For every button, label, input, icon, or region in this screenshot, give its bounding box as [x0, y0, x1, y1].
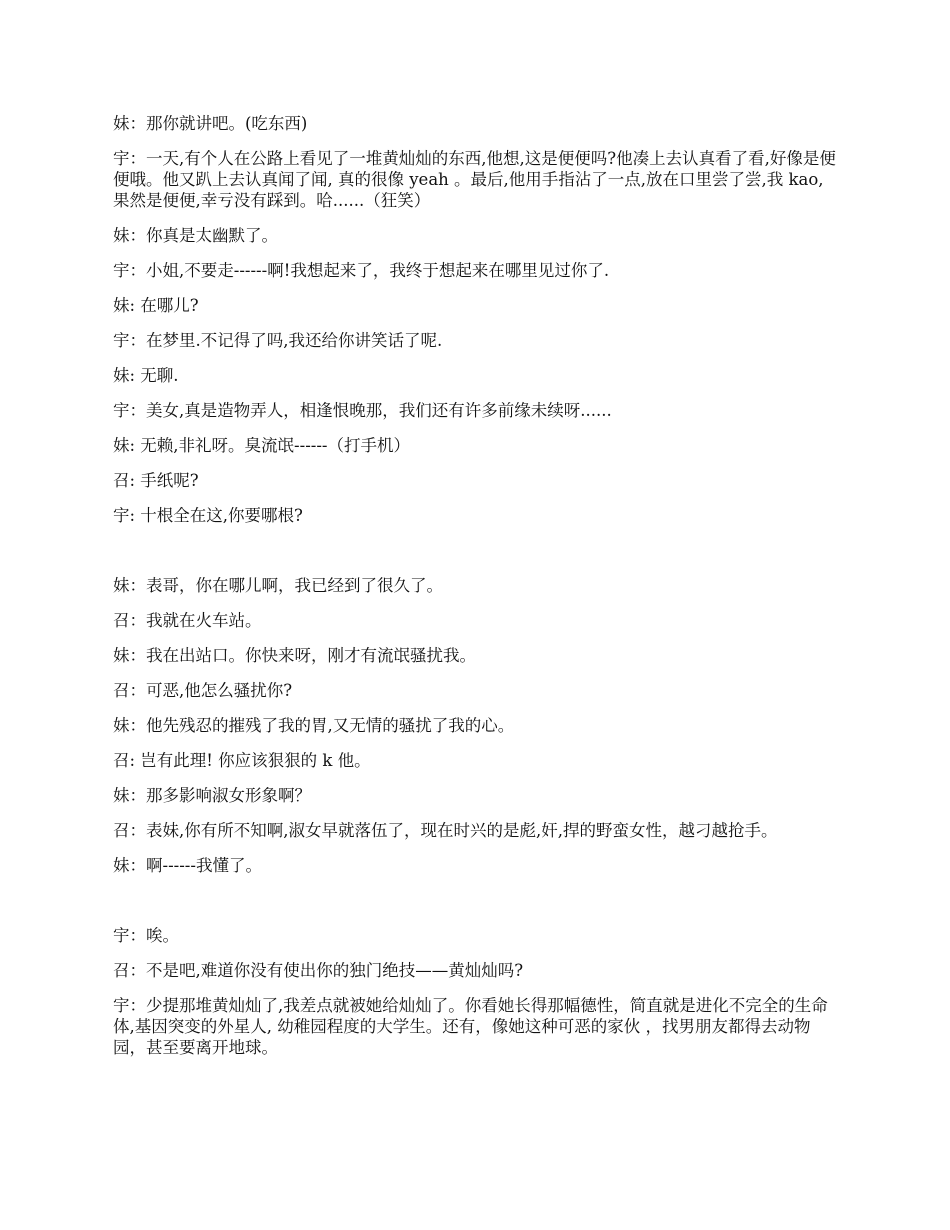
- dialogue-line: 妹: 在哪儿?: [113, 296, 199, 315]
- dialogue-line: 召：可恶,他怎么骚扰你?: [113, 681, 293, 700]
- dialogue-line: 妹: 无赖,非礼呀。臭流氓------（打手机）: [113, 436, 410, 455]
- dialogue-line: 召：不是吧,难道你没有使出你的独门绝技——黄灿灿吗?: [113, 961, 524, 980]
- dialogue-line: 妹：那你就讲吧。(吃东西): [113, 114, 308, 133]
- dialogue-line: 宇：小姐,不要走------啊!我想起来了，我终于想起来在哪里见过你了.: [113, 261, 610, 280]
- dialogue-line: 召: 岂有此理! 你应该狠狠的 k 他。: [113, 751, 371, 770]
- dialogue-line: 宇：美女,真是造物弄人，相逢恨晚那，我们还有许多前缘未续呀......: [113, 401, 612, 420]
- section-spacer: [113, 540, 837, 575]
- dialogue-line: 宇：在梦里.不记得了吗,我还给你讲笑话了呢.: [113, 331, 443, 350]
- dialogue-line: 妹：你真是太幽默了。: [113, 226, 278, 245]
- dialogue-line: 妹：啊------我懂了。: [113, 856, 262, 875]
- dialogue-line: 宇：少提那堆黄灿灿了,我差点就被她给灿灿了。你看她长得那幅德性，简直就是进化不完全的生命体,基因突变的外星人, 幼稚园程度的大学生。还有，像她这种可恶的家伙 ，找男朋友都得去动物园，甚至要离开地球。: [113, 996, 828, 1057]
- dialogue-line: 召：表妹,你有所不知啊,淑女早就落伍了，现在时兴的是彪,奸,捍的野蛮女性，越刁越抢手。: [113, 821, 778, 840]
- dialogue-line: 妹：那多影响淑女形象啊？: [113, 786, 311, 805]
- dialogue-line: 妹：我在出站口。你快来呀，刚才有流氓骚扰我。: [113, 646, 476, 665]
- dialogue-line: 妹：表哥，你在哪儿啊，我已经到了很久了。: [113, 576, 443, 595]
- dialogue-line: 妹：他先残忍的摧残了我的胃,又无情的骚扰了我的心。: [113, 716, 515, 735]
- dialogue-line: 宇：一天,有个人在公路上看见了一堆黄灿灿的东西,他想,这是便便吗?他凑上去认真看了看,好像是便便哦。他又趴上去认真闻了闻, 真的很像 yeah 。最后,他用手指沾了一点,放在口里尝了尝,我 kao,果然是便便,幸亏没有踩到。哈......（狂笑）: [113, 149, 836, 210]
- dialogue-line: 召：我就在火车站。: [113, 611, 262, 630]
- section-spacer: [113, 890, 837, 925]
- dialogue-line: 妹: 无聊.: [113, 366, 179, 385]
- dialogue-line: 召: 手纸呢?: [113, 471, 199, 490]
- dialogue-line: 宇: 十根全在这,你要哪根?: [113, 506, 303, 525]
- dialogue-line: 宇：唉。: [113, 926, 179, 945]
- document-body: [113, 113, 837, 1072]
